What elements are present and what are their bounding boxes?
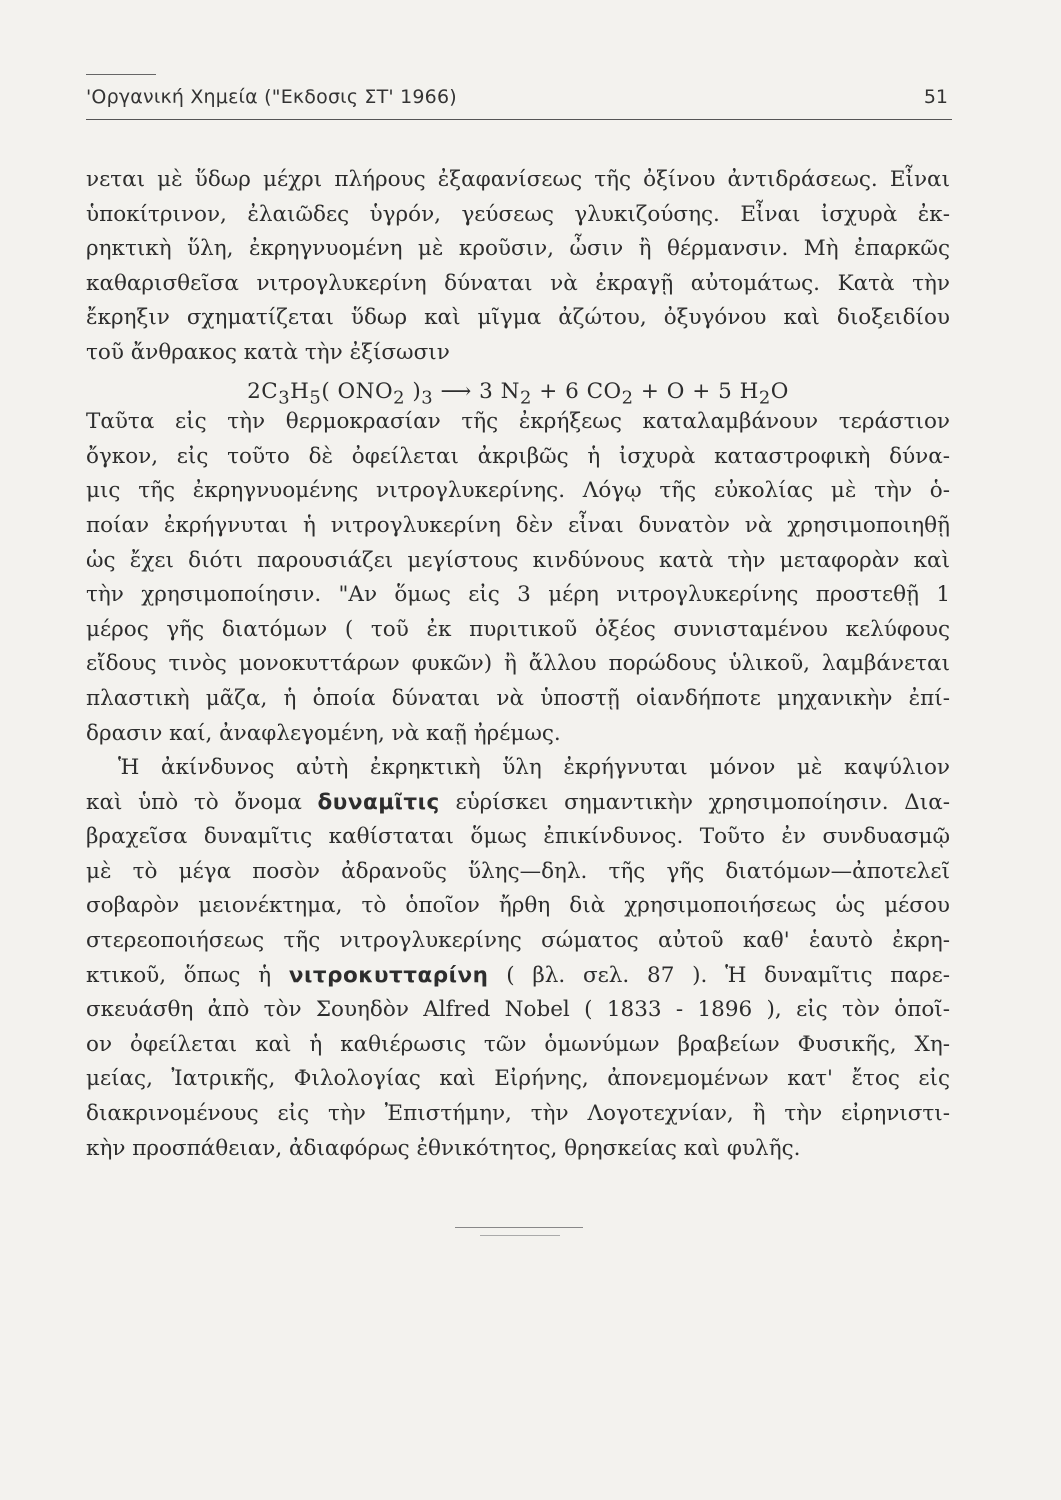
eq-sub: 5 [309, 386, 322, 408]
text-line: μὲ τὸ μέγα ποσὸν ἀδρανοῦς ὕλης—δηλ. τῆς γῆς διατόμων—ἀποτελεῖ [86, 858, 950, 884]
running-header [86, 84, 952, 116]
eq-part: 3 N [479, 378, 520, 404]
eq-part: 2C [247, 378, 279, 404]
eq-sub: 2 [393, 386, 406, 408]
text-run: εὑρίσκει σημαντικὴν χρησιμοποίησιν. Δια- [439, 789, 950, 815]
eq-sub: 2 [519, 386, 532, 408]
text-line: μέρος γῆς διατόμων ( τοῦ ἐκ πυριτικοῦ ὀξέος συνισταμένου κελύφους [86, 616, 950, 642]
eq-part: H [290, 378, 310, 404]
eq-sub: 2 [758, 386, 771, 408]
text-line: διακρινομένους εἰς τὴν Ἐπιστήμην, τὴν Λογοτεχνίαν, ἢ τὴν εἰρηνιστι- [86, 1101, 950, 1127]
text-line: δρασιν καί, ἀναφλεγομένη, νὰ καῇ ἠρέμως. [86, 720, 561, 746]
text-line: νεται μὲ ὕδωρ μέχρι πλήρους ἐξαφανίσεως τῆς ὀξίνου ἀντιδράσεως. Εἶναι [86, 167, 950, 192]
eq-sub: 3 [421, 386, 434, 408]
text-line: καθαρισθεῖσα νιτρογλυκερίνη δύναται νὰ ἐκραγῇ αὐτομάτως. Κατὰ τὴν [86, 270, 950, 296]
text-run: κτικοῦ, ὅπως ἡ [86, 962, 289, 988]
main-text [86, 163, 950, 1166]
text-line: ἔκρηξιν σχηματίζεται ὕδωρ καὶ μῖγμα ἀζώτου, ὀξυγόνου καὶ διοξειδίου [86, 305, 950, 331]
section-divider [455, 1227, 583, 1228]
chemical-equation [86, 375, 950, 410]
text-line [86, 959, 950, 994]
text-line: εἴδους τινὸς μονοκυττάρων φυκῶν) ἢ ἄλλου πορώδους ὑλικοῦ, λαμβάνεται [86, 651, 950, 677]
text-line: ρηκτικὴ ὕλη, ἐκρηγνυομένη μὲ κροῦσιν, ὦσιν ἢ θέρμανσιν. Μὴ ἐπαρκῶς [86, 236, 950, 262]
eq-part: O [770, 378, 789, 404]
running-header-title: 'Οργανική Χημεία ("Εκδοσις ΣΤ' 1966) [86, 86, 457, 108]
text-line: στερεοποιήσεως τῆς νιτρογλυκερίνης σώματος αὐτοῦ καθ' ἑαυτὸ ἐκρη- [86, 928, 950, 954]
section-divider-secondary [480, 1235, 560, 1236]
paragraph-2 [86, 405, 950, 751]
text-line [86, 786, 950, 821]
eq-part: + 6 CO [531, 378, 622, 404]
text-line: κὴν προσπάθειαν, ἀδιαφόρως ἐθνικότητος, θρησκείας καὶ φυλῆς. [86, 1135, 801, 1161]
eq-sub: 2 [621, 386, 634, 408]
text-line: τοῦ ἄνθρακος κατὰ τὴν ἐξίσωσιν [86, 339, 450, 365]
eq-part: ( ONO [321, 378, 394, 404]
text-line: ὡς ἔχει διότι παρουσιάζει μεγίστους κινδύνους κατὰ τὴν μεταφορὰν καὶ [86, 547, 950, 573]
text-line: σκευάσθη ἀπὸ τὸν Σουηδὸν Alfred Nobel ( 1833 - 1896 ), εἰς τὸν ὁποῖ- [86, 997, 950, 1023]
header-overline [86, 74, 156, 75]
term-nitrocellulose: νιτροκυτταρίνη [288, 962, 489, 988]
page-number: 51 [923, 86, 948, 108]
eq-sub: 3 [278, 386, 291, 408]
text-line: ὑποκίτρινον, ἐλαιῶδες ὑγρόν, γεύσεως γλυκιζούσης. Εἶναι ἰσχυρὰ ἐκ- [86, 201, 950, 227]
eq-part: ) [405, 378, 422, 404]
text-line: σοβαρὸν μειονέκτημα, τὸ ὁποῖον ἤρθη διὰ χρησιμοποιήσεως ὡς μέσου [86, 893, 950, 919]
text-line: πλαστικὴ μᾶζα, ἡ ὁποία δύναται νὰ ὑποστῇ οἱανδήποτε μηχανικὴν ἐπί- [86, 685, 950, 711]
text-line: μις τῆς ἐκρηγνυομένης νιτρογλυκερίνης. Λόγῳ τῆς εὐκολίας μὲ τὴν ὁ- [86, 478, 950, 504]
paragraph-1 [86, 163, 950, 371]
text-line: βραχεῖσα δυναμῖτις καθίσταται ὅμως ἐπικίνδυνος. Τοῦτο ἐν συνδυασμῷ [86, 824, 950, 850]
header-rule [86, 119, 952, 120]
text-run: καὶ ὑπὸ τὸ ὄνομα [86, 789, 318, 815]
text-line: Ἡ ἀκίνδυνος αὐτὴ ἐκρηκτικὴ ὕλη ἐκρήγνυται μόνον μὲ καψύλιον [118, 755, 950, 781]
text-line: τὴν χρησιμοποίησιν. "Αν ὅμως εἰς 3 μέρη νιτρογλυκερίνης προστεθῇ 1 [86, 582, 950, 608]
text-line: ποίαν ἐκρήγνυται ἡ νιτρογλυκερίνη δὲν εἶναι δυνατὸν νὰ χρησιμοποιηθῇ [86, 512, 950, 538]
text-line: ὄγκον, εἰς τοῦτο δὲ ὀφείλεται ἀκριβῶς ἡ ἰσχυρὰ καταστροφικὴ δύνα- [86, 443, 950, 469]
term-dynamite: δυναμῖτις [317, 789, 440, 815]
paragraph-3 [86, 751, 950, 1166]
eq-part: + O + 5 H [633, 378, 759, 404]
text-line: ον ὀφείλεται καὶ ἡ καθιέρωσις τῶν ὁμωνύμων βραβείων Φυσικῆς, Χη- [86, 1031, 950, 1057]
reaction-arrow: ⟶ [433, 378, 480, 404]
text-line: Ταῦτα εἰς τὴν θερμοκρασίαν τῆς ἐκρήξεως καταλαμβάνουν τεράστιον [86, 409, 950, 435]
text-line: μείας, Ἰατρικῆς, Φιλολογίας καὶ Εἰρήνης, ἀπονεμομένων κατ' ἔτος εἰς [86, 1066, 950, 1092]
text-run: ( βλ. σελ. 87 ). Ἡ δυναμῖτις παρε- [488, 962, 950, 988]
